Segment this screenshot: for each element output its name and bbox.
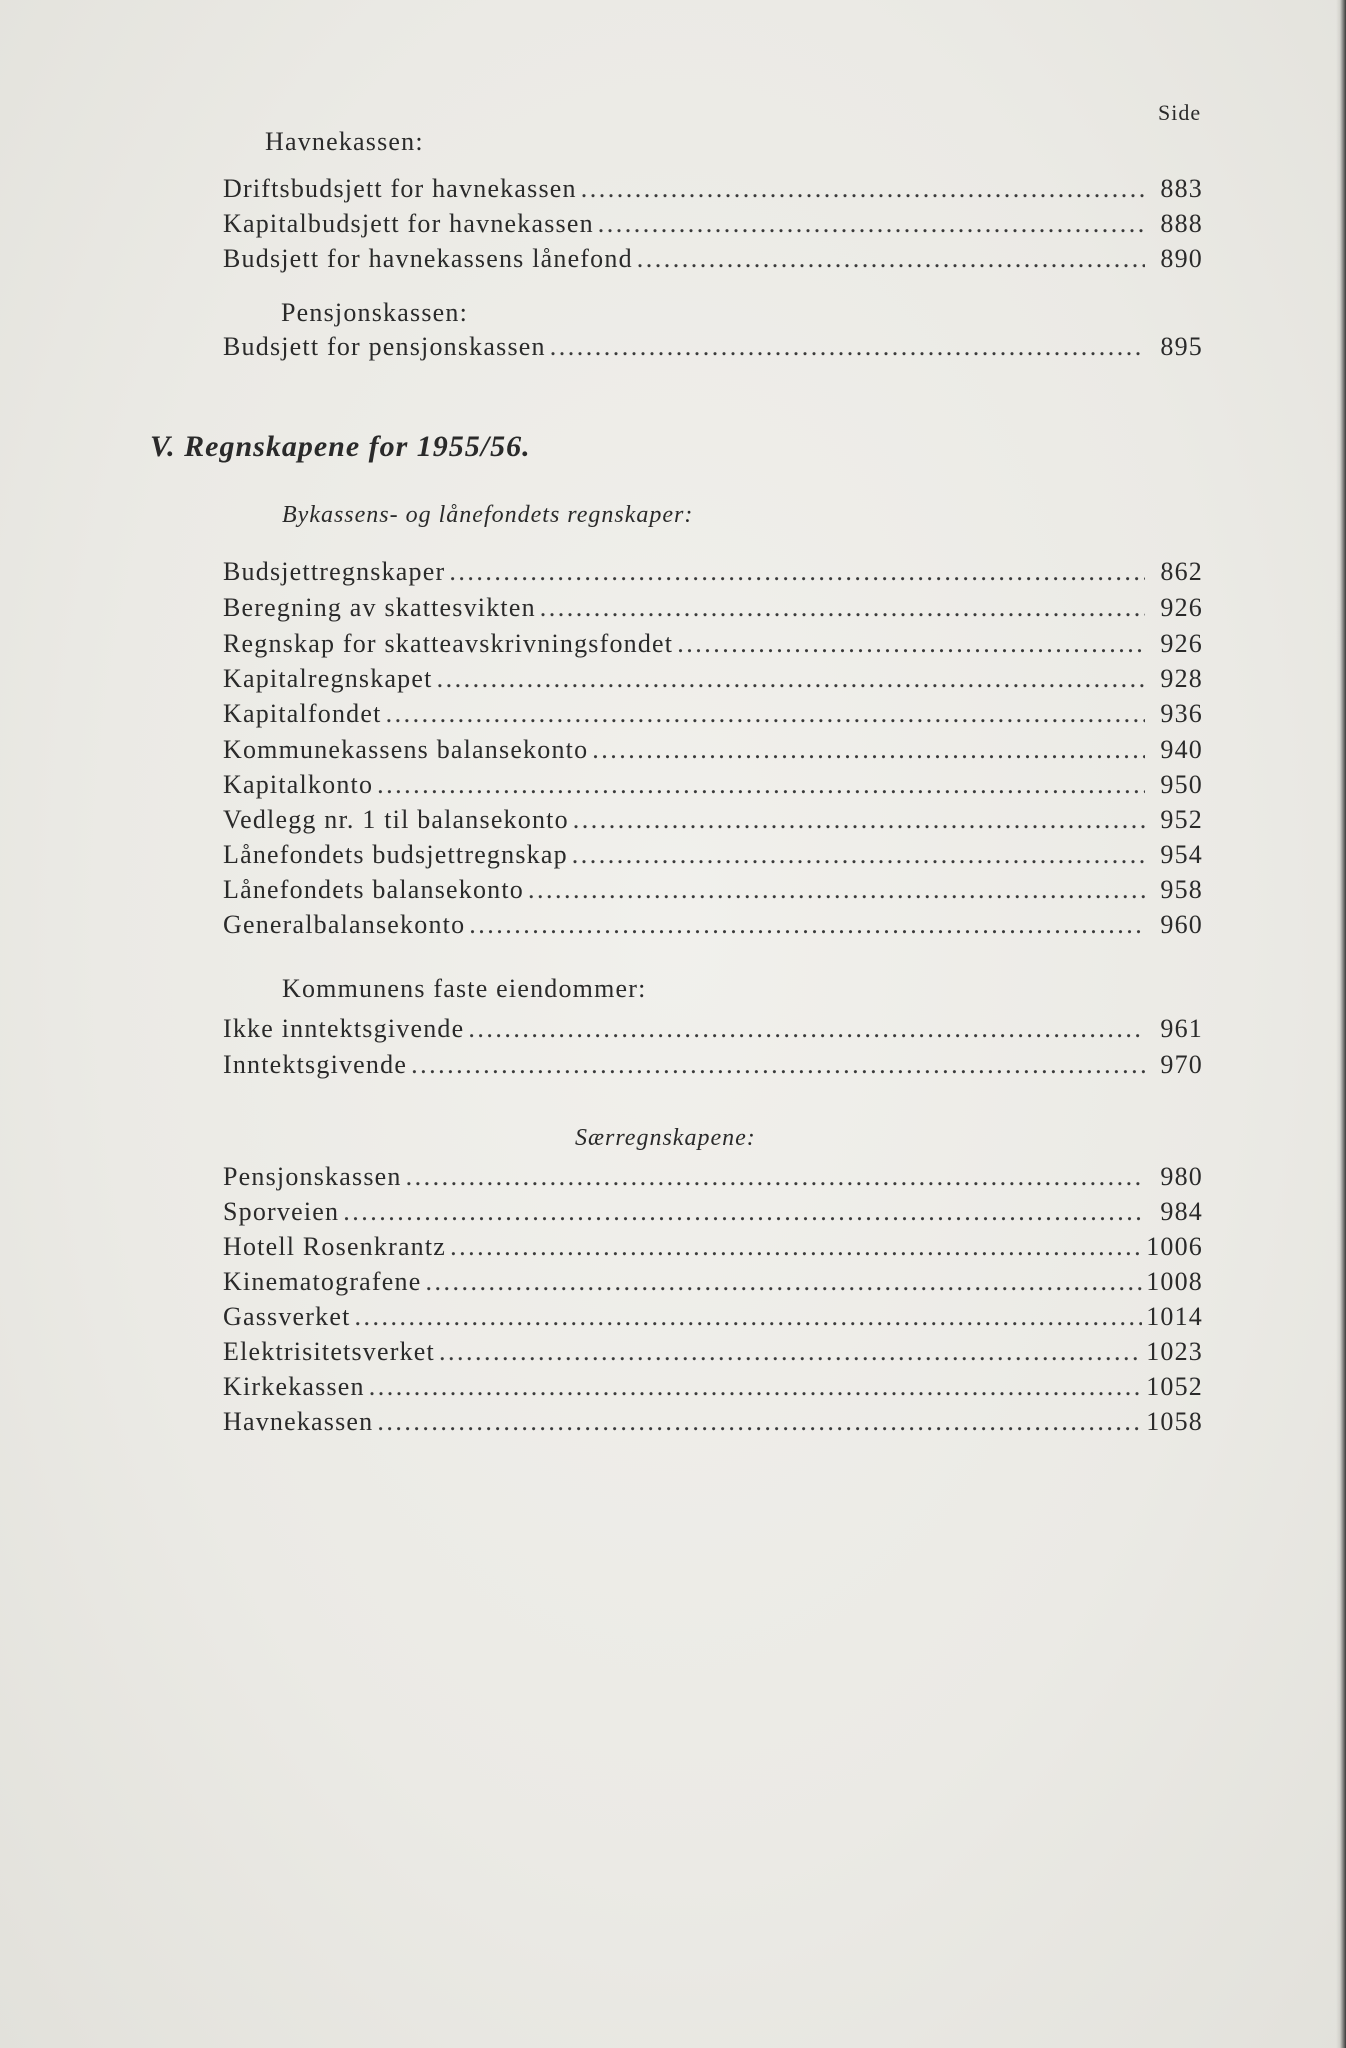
toc-entry	[223, 242, 1203, 276]
toc-entry-label: Regnskap for skatteavskrivningsfondet	[223, 629, 674, 658]
toc-entry-label: Vedlegg nr. 1 til balansekonto	[223, 805, 569, 834]
leader-dots	[550, 330, 1145, 364]
toc-entry-label: Generalbalansekonto	[223, 910, 466, 939]
toc-entry-page: 1008	[1146, 1267, 1203, 1296]
toc-entry	[223, 803, 1203, 837]
bykassen-heading: Bykassens- og lånefondets regnskaper:	[282, 502, 694, 528]
toc-entry	[223, 1048, 1203, 1082]
toc-entry-page: 970	[1160, 1050, 1203, 1079]
toc-entry	[223, 1230, 1203, 1264]
leader-dots	[437, 662, 1145, 696]
leader-dots	[450, 1230, 1142, 1264]
toc-entry-label: Budsjett for havnekassens lånefond	[223, 244, 633, 273]
toc-entry	[223, 908, 1203, 942]
pensjonskassen-heading: Pensjonskassen:	[281, 298, 468, 327]
leader-dots	[573, 803, 1145, 837]
page-column-header: Side	[1158, 100, 1202, 125]
toc-entry-page: 1006	[1146, 1232, 1203, 1261]
toc-entry-label: Lånefondets balansekonto	[223, 875, 524, 904]
toc-entry-page: 1023	[1146, 1337, 1203, 1366]
toc-entry-label: Kapitalbudsjett for havnekassen	[223, 209, 594, 238]
toc-entry-label: Kommunekassens balansekonto	[223, 735, 589, 764]
toc-entry-page: 926	[1160, 593, 1203, 622]
toc-entry	[223, 1195, 1203, 1229]
toc-entry-label: Lånefondets budsjettregnskap	[223, 840, 568, 869]
toc-entry-page: 984	[1160, 1197, 1203, 1226]
leader-dots	[637, 242, 1145, 276]
toc-entry-page: 862	[1160, 557, 1203, 586]
toc-entry	[223, 733, 1203, 767]
toc-entry	[223, 207, 1203, 241]
leader-dots	[572, 838, 1145, 872]
toc-entry	[223, 838, 1203, 872]
toc-entry	[223, 662, 1203, 696]
leader-dots	[598, 207, 1145, 241]
toc-entry-label: Elektrisitetsverket	[223, 1337, 435, 1366]
toc-entry-label: Havnekassen	[223, 1407, 374, 1436]
toc-entry-page: 928	[1160, 664, 1203, 693]
toc-entry-label: Budsjett for pensjonskassen	[223, 332, 546, 361]
toc-entry	[223, 1160, 1203, 1194]
toc-entry-page: 1052	[1146, 1372, 1203, 1401]
toc-entry-label: Driftsbudsjett for havnekassen	[223, 174, 577, 203]
toc-entry-label: Ikke inntektsgivende	[223, 1014, 465, 1043]
toc-entry-label: Kinematografene	[223, 1267, 422, 1296]
toc-entry-page: 954	[1160, 840, 1203, 869]
leader-dots	[343, 1195, 1145, 1229]
toc-entry-page: 926	[1160, 629, 1203, 658]
toc-entry-label: Pensjonskassen	[223, 1162, 402, 1191]
toc-entry-page: 950	[1160, 770, 1203, 799]
toc-entry	[223, 1370, 1203, 1404]
leader-dots	[581, 172, 1145, 206]
toc-entry	[223, 1265, 1203, 1299]
leader-dots	[449, 555, 1145, 589]
leader-dots	[386, 697, 1145, 731]
leader-dots	[425, 1265, 1142, 1299]
toc-entry	[223, 1405, 1203, 1439]
toc-entry-label: Kapitalkonto	[223, 770, 374, 799]
toc-entry-page: 888	[1160, 209, 1203, 238]
toc-entry-page: 960	[1160, 910, 1203, 939]
toc-entry	[223, 172, 1203, 206]
toc-entry	[223, 555, 1203, 589]
toc-entry-page: 895	[1160, 332, 1203, 361]
leader-dots	[411, 1048, 1145, 1082]
page-edge-shadow	[1336, 0, 1346, 2048]
havnekassen-heading: Havnekassen:	[265, 127, 424, 156]
toc-entry-label: Budsjettregnskaper	[223, 557, 446, 586]
leader-dots	[528, 873, 1145, 907]
toc-entry-label: Kirkekassen	[223, 1372, 365, 1401]
toc-entry-label: Gassverket	[223, 1302, 351, 1331]
toc-entry-page: 980	[1160, 1162, 1203, 1191]
leader-dots	[469, 908, 1145, 942]
toc-entry	[223, 330, 1203, 364]
toc-entry-label: Inntektsgivende	[223, 1050, 408, 1079]
toc-entry-label: Sporveien	[223, 1197, 340, 1226]
toc-entry-page: 1058	[1146, 1407, 1203, 1436]
leader-dots	[540, 591, 1145, 625]
toc-entry-page: 890	[1160, 244, 1203, 273]
toc-entry-label: Kapitalfondet	[223, 699, 382, 728]
toc-entry	[223, 1012, 1203, 1046]
toc-entry-page: 952	[1160, 805, 1203, 834]
toc-entry-page: 940	[1160, 735, 1203, 764]
toc-entry	[223, 591, 1203, 625]
toc-entry	[223, 627, 1203, 661]
leader-dots	[592, 733, 1145, 767]
toc-entry-page: 961	[1160, 1014, 1203, 1043]
toc-entry-label: Beregning av skattesvikten	[223, 593, 536, 622]
saerregnskapene-heading: Særregnskapene:	[575, 1125, 756, 1151]
leader-dots	[377, 768, 1145, 802]
toc-entry-page: 958	[1160, 875, 1203, 904]
toc-entry-page: 883	[1160, 174, 1203, 203]
leader-dots	[468, 1012, 1145, 1046]
leader-dots	[377, 1405, 1142, 1439]
toc-entry-page: 936	[1160, 699, 1203, 728]
toc-entry-label: Hotell Rosenkrantz	[223, 1232, 447, 1261]
toc-entry-label: Kapitalregnskapet	[223, 664, 433, 693]
toc-entry-page: 1014	[1146, 1302, 1203, 1331]
leader-dots	[355, 1300, 1143, 1334]
toc-entry	[223, 873, 1203, 907]
leader-dots	[369, 1370, 1142, 1404]
toc-entry	[223, 768, 1203, 802]
leader-dots	[406, 1160, 1145, 1194]
leader-dots	[439, 1335, 1142, 1369]
toc-entry	[223, 1300, 1203, 1334]
eiendommer-heading: Kommunens faste eiendommer:	[282, 974, 647, 1003]
section-v-title: V. Regnskapene for 1955/56.	[150, 430, 531, 463]
toc-entry	[223, 1335, 1203, 1369]
leader-dots	[677, 627, 1145, 661]
toc-entry	[223, 697, 1203, 731]
